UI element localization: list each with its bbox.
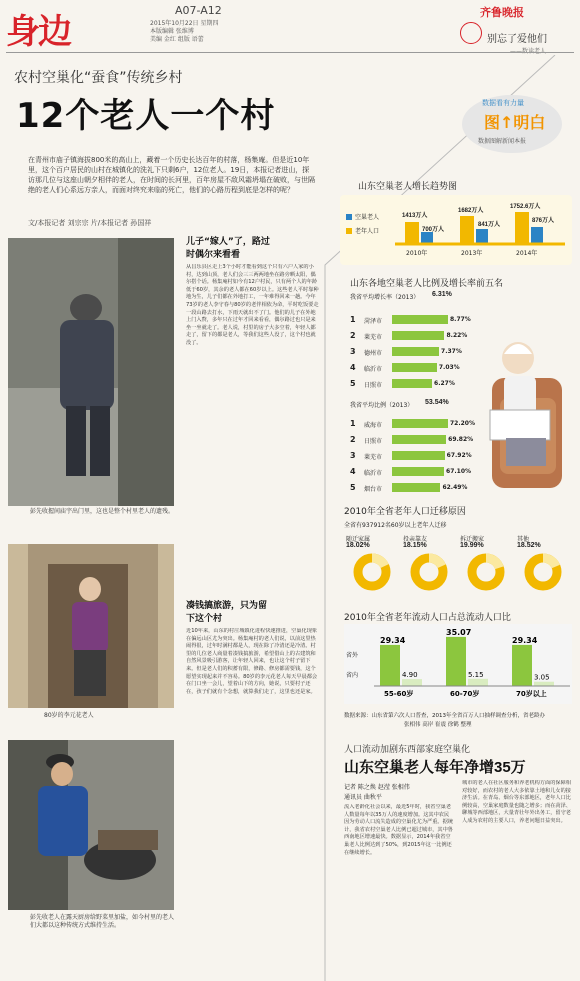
city-name: 日照市 [364,438,383,445]
bar-inside [380,645,400,686]
migration-label: 其他 [517,536,530,543]
masthead-rule [6,52,574,53]
year-2014: 2014年 [516,250,538,257]
rank-row [350,480,468,496]
trend-chart-title: 山东空巢老人增长趋势图 [358,182,458,192]
rank-row [350,376,460,392]
bar-elderly-2014 [515,212,529,244]
age-label: 55-60岁 [384,690,414,698]
migration-donut [466,552,506,592]
rank-value: 62.49% [442,484,468,491]
city-name: 威海市 [364,422,383,429]
rank-bar [392,435,446,444]
age-label: 70岁以上 [516,690,547,698]
city-name: 莱芜市 [364,454,383,461]
rank-bar [392,451,445,460]
rank-number: 3 [350,347,356,356]
floating-chart-title: 2010年全省老年流动人口占总流动人口比 [344,613,511,623]
rank-row [350,360,460,376]
label-outside: 4.90 [402,671,418,680]
rank-number: 5 [350,483,356,492]
rank-value: 8.22% [446,332,468,339]
rank-value: 67.10% [446,468,472,475]
migration-item [344,534,399,594]
ratio-avg-value: 53.54% [425,399,449,406]
second-column-b: 城市的老人在社区服务和养老机构方面的保障相对较好，而农村的老人大多依靠土地和儿女的接济生活。在青岛、烟台等东部地区，老年人口比例较高，空巢家庭数量也随之增多；而在菏泽、聊城等西部地区，大量青壮年外出务工，留守老人成为农村的主要人口，养老问题日益突出。 [462,780,571,824]
bar-inside [512,645,532,686]
migration-value: 18.02% [346,542,370,549]
rank-value: 6.27% [434,380,455,387]
rank-bar [392,315,448,324]
ratio-rows [350,416,475,496]
rank-row [350,464,472,480]
label-inside: 29.34 [380,635,406,645]
legend-outside: 省外 [346,652,359,659]
rank-value: 72.20% [450,420,475,427]
legend-swatch-elderly [346,228,352,234]
photo-man-kitchen [8,740,174,910]
second-byline-2: 通讯员 曲秋平 [344,794,382,801]
rank-value: 8.77% [450,316,471,323]
second-headline: 山东空巢老人每年净增35万 [344,759,526,776]
city-name: 临沂市 [364,366,383,373]
rank-number: 2 [350,331,356,340]
city-name: 日照市 [364,382,383,389]
article-column-1: 从昌乐县区走上3个小时才能看到这个只有六户人家的小村，达到山顶，老人们会三三两两地坐在路旁晒太阳，偶尔搭个话。杨集庵村如今有12户村民，只有两个人的年龄低于60岁，其余的老人都在60岁以上。这些老人平时靠种地为生，儿子们都在外地打工，一年难得回来一趟。今年73岁的老人李守春与80岁的老伴相依为命，平时吃饭要走一段山路去打水，下雨天就出不了门。他们的儿子在外地上门入赘，多年只在过年才回来看看，偶尔路过也只是来坐一坐就走了。老人说，村里的房子大多空着，年轻人都走了，留下的都是老人，等我们这些人没了，这个村也就没了。 [186,264,319,346]
second-byline: 记者 陈之焕 赵滢 张相伟 [344,784,410,791]
section1-title: 儿子“嫁人”了，路过时偶尔来看看 [186,237,270,260]
elderly-2010: 1413万人 [402,213,428,219]
editor-line: 本版编辑 张维博 [150,28,194,35]
rank-bar [392,363,437,372]
rank-number: 4 [350,467,356,476]
section-logo: 身边 [6,12,70,52]
rank-number: 1 [350,315,356,324]
bar-elderly-2013 [460,216,474,244]
rank-number: 2 [350,435,356,444]
bar-empty-nest-2010 [421,232,433,244]
badge-bottom-text: 数据图解新闻本报 [478,138,527,145]
rank-row [350,328,468,344]
migration-subtitle: 全省有937912名60岁以上老年人迁移 [344,522,447,529]
article-column-2: 近10年来，山东的村庄城镇化进程快速推进，空巢化现象在偏远山区尤为突出。杨集庵村的老人们说，以前这里热闹得很，过年时满村都是人，现在除了冷清还是冷清。村里的几位老人商量着凑钱搞旅游，希望借山上的古建筑和自然风景吸引游客，让年轻人回来，也让这个村子留下来。但是老人们的积蓄有限，修路、修房都需要钱，这个愿望实现起来并不容易。80岁的李元花老人每天早晨都会在门口坐一会儿，望着山下的方向，她说，只要村子还在，孩子们就有个念想，就算我们走了，这里也还是家。 [186,628,318,695]
floating-credits: 张相伟 高岸 崔震 徐鹤 整理 [404,722,472,728]
growth-avg-label: 我省平均增长率（2013） [350,294,420,301]
rank-row [350,416,475,432]
label-inside: 29.34 [512,635,538,645]
label-inside: 35.07 [446,627,472,637]
city-chart-title: 山东各地空巢老人比例及增长率前五名 [350,279,504,289]
rank-value: 69.82% [448,436,474,443]
city-name: 临沂市 [364,470,383,477]
migration-value: 19.99% [460,542,484,549]
ratio-avg-label: 我省平均比例（2013） [350,402,414,409]
rank-bar [392,331,444,340]
rank-bar [392,419,448,428]
migration-value: 18.52% [517,542,541,549]
rank-row [350,432,474,448]
migration-items [344,534,572,594]
year-2013: 2013年 [461,250,483,257]
migration-donut [409,552,449,592]
design-line: 美编 金红 组版 语蕾 [150,36,204,43]
second-column-a: 流入老龄化社会以来，最近5年时，我省空巢老人数量每年以35万人的速度增加。这其中农民因为劳动人口流失造成的空巢化尤为严重。据统计，我省农村空巢老人比例已超过城市，其中鲁西南地区增速最快。数据显示，2014年我省空巢老人比例达到了50%，到2015年这一比例还在继续增长。 [344,804,453,856]
growth-avg-value: 6.31% [432,291,452,298]
city-name: 烟台市 [364,486,383,493]
empty-nest-2010: 700万人 [422,227,445,233]
migration-item [458,534,513,594]
section2-title: 凑钱搞旅游，只为留下这个村 [186,601,268,624]
growth-rows [350,312,471,392]
empty-nest-2013: 841万人 [478,222,501,228]
legend-elderly: 老年人口 [355,228,380,235]
newspaper-brand: 齐鲁晚报 [480,6,524,19]
heart-icon [460,22,482,44]
rank-number: 5 [350,379,356,388]
elderly-2014: 1752.6万人 [510,204,541,210]
migration-donut [523,552,563,592]
city-name: 莱芜市 [364,334,383,341]
rank-row [350,448,472,464]
rank-number: 1 [350,419,356,428]
page-number: A07-A12 [175,4,222,17]
rank-bar [392,483,440,492]
rank-value: 67.92% [446,452,472,459]
migration-label: 投亲靠友 [403,536,428,543]
year-2010: 2010年 [406,250,428,257]
article-credit: 文/本报记者 刘宗宗 片/本报记者 孙国祥 [28,219,152,227]
bar-outside [402,679,422,686]
badge-main-text: 图↑明白 [484,113,546,132]
photo3-caption: 彭先收老人在露天厨房给野菜里加盐，如今村里的老人们大都以这种传统方式维持生活。 [30,914,175,929]
rank-row [350,344,460,360]
bar-outside [468,679,488,686]
migration-donut [352,552,392,592]
second-kicker: 人口流动加剧东西部家庭空巢化 [344,745,471,755]
rank-number: 4 [350,363,356,372]
city-name: 菏泽市 [364,318,383,325]
legend-swatch-empty-nest [346,214,352,220]
rank-row [350,312,471,328]
bar-empty-nest-2014 [531,227,543,244]
elderly-2013: 1682万人 [458,208,484,214]
legend-inside: 省内 [346,672,359,679]
age-label: 60-70岁 [450,690,480,698]
bar-inside [446,637,466,686]
rank-bar [392,347,439,356]
bar-empty-nest-2013 [476,229,488,244]
migration-chart-title: 2010年全省老年人口迁移原因 [344,507,466,517]
rank-value: 7.03% [438,364,460,371]
label-outside: 5.15 [468,670,484,679]
series-slogan: 别忘了爱他们 [487,34,547,45]
migration-label: 拆迁搬家 [460,536,485,543]
legend-empty-nest: 空巢老人 [355,214,380,221]
rank-number: 3 [350,451,356,460]
series-subtitle [510,46,546,55]
rank-bar [392,467,444,476]
rank-value: 7.37% [441,348,462,355]
photo-woman-doorway [8,544,174,708]
migration-label: 随迁家属 [346,536,371,543]
floating-source: 数据来源：山东省第六次人口普查，2013年全省百万人口抽样调查分析，省老龄办 [344,713,545,719]
badge-top-text: 数据看有力量 [482,99,524,107]
floating-bars [344,624,572,720]
city-name: 德州市 [364,350,383,357]
bar-elderly-2010 [405,222,419,244]
article-kicker: 农村空巢化“蚕食”传统乡村 [14,70,183,86]
bar-outside [534,682,554,686]
old-man-illustration [470,318,574,498]
photo2-caption: 80岁的李元花老人 [44,712,94,719]
rank-bar [392,379,432,388]
label-outside: 3.05 [534,673,550,682]
migration-item [515,534,570,594]
photo1-caption: 彭先收握间庙宇出门里，这也是整个村里老人的遗残。 [30,508,175,515]
lead-paragraph: 在青州市庙子镇海拔800米的高山上，藏着一个历史长达百年的村落，杨集庵。但是近10年里，这个百户居民的山村在城镇化的洗礼下只剩6户，12位老人。19日，本报记者进山，探访那几位与这座山朝夕相伴的老人，在时间的长河里，百年房屋不敌风霜坍塌在破败，与世隔绝的老人们心系远方亲人，而面对终究来临的死亡，他们的心路历程到底是怎样的呢？ [28,156,315,194]
migration-item [401,534,456,594]
empty-nest-2014: 876万人 [532,218,555,224]
migration-value: 18.15% [403,542,427,549]
photo-old-man-stairs [8,238,174,506]
date-line: 2015年10月22日 星期四 [150,20,219,27]
article-headline: 12个老人一个村 [16,96,276,136]
